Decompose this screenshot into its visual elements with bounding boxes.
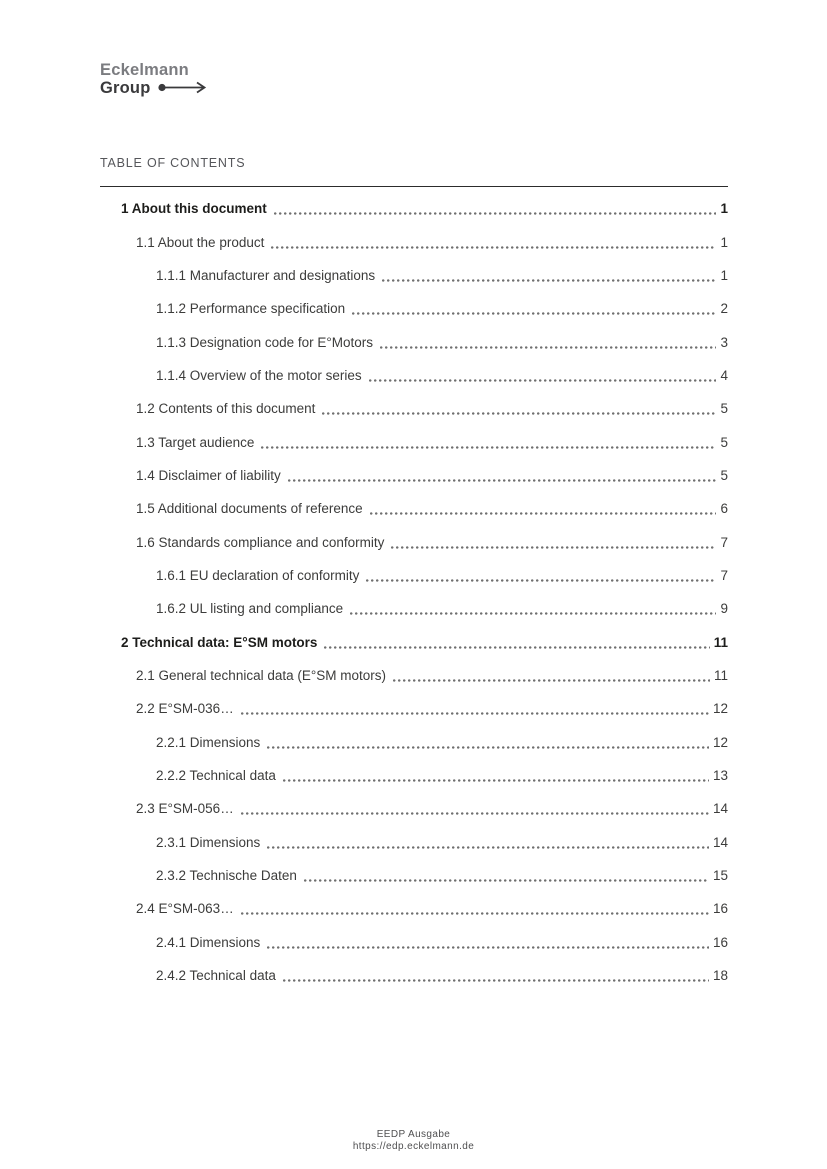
toc-entry-page: 3 [720, 334, 728, 350]
toc-entry-label: 2.4 E°SM-063… [136, 901, 234, 917]
toc-entry[interactable] [100, 292, 728, 325]
toc-entry-label: 1.6.2 UL listing and compliance [156, 601, 344, 617]
toc-entry-label: 2.2.1 Dimensions [156, 734, 261, 750]
toc-entry-page: 18 [712, 968, 728, 984]
toc-entry-label: 1.6.1 EU declaration of conformity [156, 567, 360, 583]
toc-list [100, 192, 728, 992]
toc-entry-page: 5 [720, 401, 728, 417]
page-footer [0, 1129, 827, 1152]
toc-entry-label: 2.4.2 Technical data [156, 968, 276, 984]
toc-entry[interactable] [100, 792, 728, 825]
toc-entry[interactable] [100, 259, 728, 292]
footer-url[interactable]: https://edp.eckelmann.de [352, 1140, 475, 1152]
dot-leader [274, 212, 717, 215]
dot-leader [391, 546, 716, 549]
toc-entry[interactable] [100, 692, 728, 725]
toc-entry[interactable] [100, 759, 728, 792]
toc-entry-label: 1.1.1 Manufacturer and designations [156, 267, 376, 283]
dot-leader [267, 746, 709, 749]
toc-entry-label: 1.6 Standards compliance and conformity [136, 534, 385, 550]
dot-leader [324, 646, 709, 649]
toc-entry-label: 1.1.2 Performance specification [156, 301, 346, 317]
logo-text-eckelmann: Eckelmann [100, 61, 189, 79]
dot-leader [393, 679, 710, 682]
dot-leader [283, 779, 709, 782]
toc-entry[interactable] [100, 959, 728, 992]
toc-entry-page: 1 [720, 234, 728, 250]
toc-entry-label: 2.2.2 Technical data [156, 768, 276, 784]
dot-leader [369, 379, 717, 382]
toc-entry[interactable] [100, 225, 728, 258]
toc-entry-label: 1.4 Disclaimer of liability [136, 467, 281, 483]
toc-entry-page: 9 [720, 601, 728, 617]
toc-entry-page: 7 [720, 567, 728, 583]
toc-entry-page: 4 [720, 367, 728, 383]
toc-entry-page: 2 [720, 301, 728, 317]
toc-entry-label: 1.2 Contents of this document [136, 401, 316, 417]
toc-entry-label: 2.1 General technical data (E°SM motors) [136, 667, 387, 683]
toc-entry-page: 14 [712, 834, 728, 850]
dot-leader [366, 579, 716, 582]
toc-entry[interactable] [100, 359, 728, 392]
footer-edition: EEDP Ausgabe [376, 1129, 451, 1140]
toc-entry[interactable] [100, 425, 728, 458]
company-logo [100, 62, 208, 98]
toc-entry-label: 2.3 E°SM-056… [136, 801, 234, 817]
toc-entry-label: 1.3 Target audience [136, 434, 255, 450]
toc-entry[interactable] [100, 592, 728, 625]
dot-leader [382, 279, 716, 282]
toc-entry-page: 12 [712, 734, 728, 750]
toc-entry[interactable] [100, 325, 728, 358]
toc-entry[interactable] [100, 625, 728, 658]
toc-entry-page: 1 [720, 267, 728, 283]
toc-entry[interactable] [100, 826, 728, 859]
toc-entry[interactable] [100, 459, 728, 492]
toc-entry[interactable] [100, 892, 728, 925]
dot-leader [271, 246, 716, 249]
toc-entry-page: 7 [720, 534, 728, 550]
dot-leader [288, 479, 717, 482]
dot-leader [267, 946, 709, 949]
dot-leader [322, 412, 716, 415]
toc-entry-page: 15 [712, 868, 728, 884]
toc-entry[interactable] [100, 859, 728, 892]
toc-entry-label: 1.1 About the product [136, 234, 265, 250]
toc-entry-label: 2.3.1 Dimensions [156, 834, 261, 850]
dot-leader [350, 612, 716, 615]
page-title: TABLE OF CONTENTS [100, 156, 246, 170]
toc-entry[interactable] [100, 392, 728, 425]
dot-leader [267, 846, 709, 849]
toc-entry-label: 2.3.2 Technische Daten [156, 868, 297, 884]
toc-entry[interactable] [100, 559, 728, 592]
toc-entry-page: 5 [720, 467, 728, 483]
toc-entry-page: 1 [720, 201, 728, 217]
toc-entry-label: 2 Technical data: E°SM motors [121, 634, 318, 650]
toc-entry-page: 6 [720, 501, 728, 517]
dot-leader [283, 979, 709, 982]
toc-entry[interactable] [100, 726, 728, 759]
logo-text-group: Group [100, 79, 151, 97]
divider [100, 186, 728, 188]
toc-entry[interactable] [100, 659, 728, 692]
toc-entry-page: 11 [713, 634, 728, 650]
dot-leader [241, 912, 709, 915]
toc-entry[interactable] [100, 525, 728, 558]
toc-entry-page: 13 [712, 768, 728, 784]
toc-entry[interactable] [100, 926, 728, 959]
toc-entry-label: 1.1.4 Overview of the motor series [156, 367, 362, 383]
toc-entry-page: 14 [712, 801, 728, 817]
toc-entry-label: 1 About this document [121, 201, 267, 217]
toc-entry-label: 2.2 E°SM-036… [136, 701, 234, 717]
toc-entry-page: 16 [712, 934, 728, 950]
toc-entry-page: 11 [713, 667, 728, 683]
dot-leader [352, 312, 716, 315]
toc-entry-page: 16 [712, 901, 728, 917]
toc-entry[interactable] [100, 492, 728, 525]
toc-entry[interactable] [100, 192, 728, 225]
dot-leader [370, 512, 717, 515]
dot-arrow-right-icon [158, 81, 208, 98]
toc-entry-label: 1.5 Additional documents of reference [136, 501, 363, 517]
toc-entry-label: 2.4.1 Dimensions [156, 934, 261, 950]
toc-entry-label: 1.1.3 Designation code for E°Motors [156, 334, 374, 350]
dot-leader [380, 346, 716, 349]
toc-entry-page: 12 [712, 701, 728, 717]
dot-leader [304, 879, 709, 882]
dot-leader [241, 812, 709, 815]
dot-leader [261, 446, 716, 449]
dot-leader [241, 712, 709, 715]
toc-entry-page: 5 [720, 434, 728, 450]
